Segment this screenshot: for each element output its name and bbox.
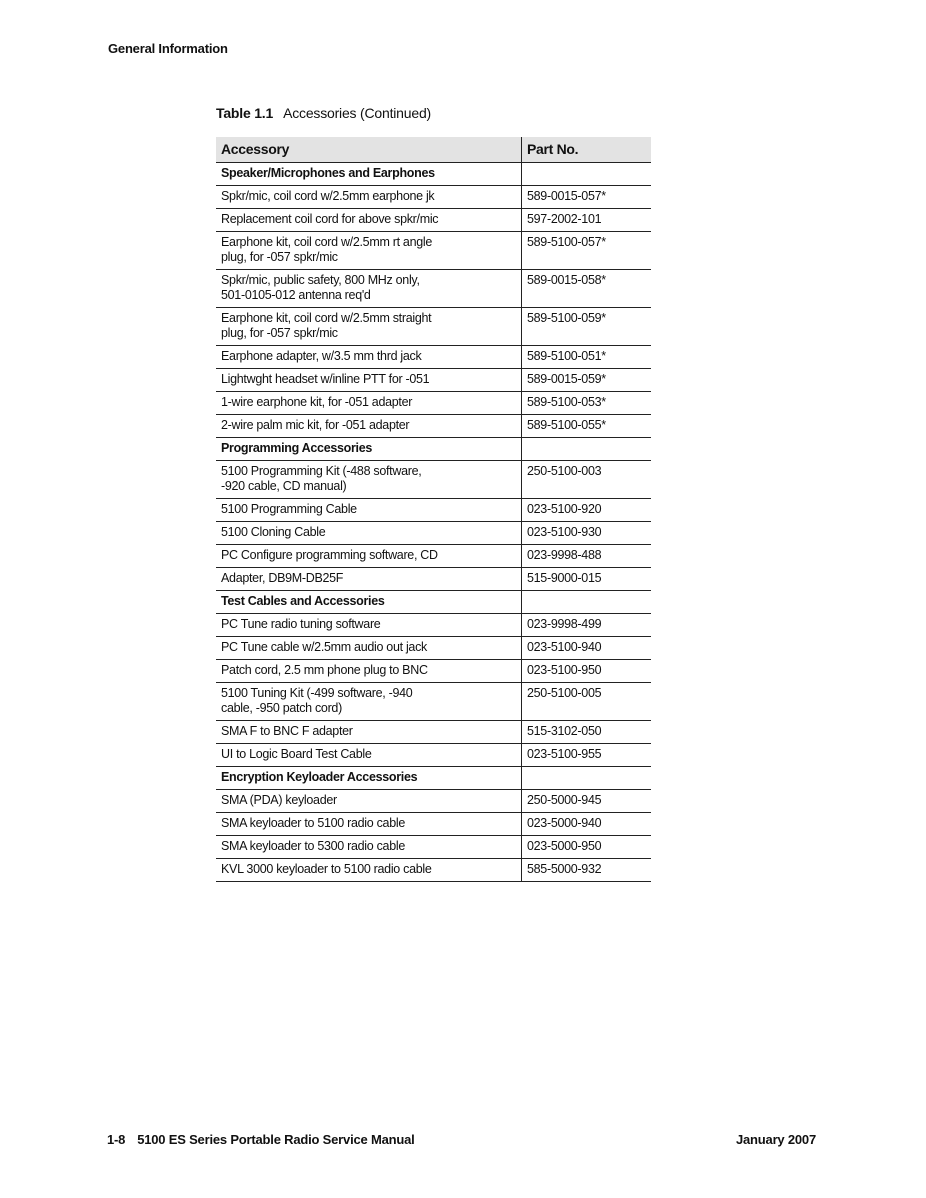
accessory-cell: UI to Logic Board Test Cable	[216, 744, 522, 767]
accessory-cell: SMA keyloader to 5100 radio cable	[216, 813, 522, 836]
accessory-cell: 5100 Programming Cable	[216, 499, 522, 522]
table-row	[216, 392, 651, 415]
accessory-cell: PC Configure programming software, CD	[216, 545, 522, 568]
column-header-part-no: Part No.	[522, 137, 652, 163]
table-row	[216, 522, 651, 545]
page-footer-left	[107, 1132, 415, 1147]
accessory-cell: Spkr/mic, coil cord w/2.5mm earphone jk	[216, 186, 522, 209]
accessory-cell: 2-wire palm mic kit, for -051 adapter	[216, 415, 522, 438]
part-number-cell: 023-5100-920	[522, 499, 652, 522]
table-row	[216, 790, 651, 813]
table-caption-number: Table 1.1	[216, 105, 274, 121]
table-caption-title: Accessories (Continued)	[283, 105, 431, 121]
page-number: 1-8	[107, 1132, 126, 1147]
category-row	[216, 591, 651, 614]
accessory-cell: 5100 Tuning Kit (-499 software, -940 cable, -950 patch cord)	[216, 683, 522, 721]
manual-title: 5100 ES Series Portable Radio Service Manual	[137, 1132, 415, 1147]
part-number-cell: 589-0015-058*	[522, 270, 652, 308]
accessory-cell: Lightwght headset w/inline PTT for -051	[216, 369, 522, 392]
part-number-cell: 023-9998-488	[522, 545, 652, 568]
category-label: Speaker/Microphones and Earphones	[216, 163, 522, 186]
accessory-cell: 1-wire earphone kit, for -051 adapter	[216, 392, 522, 415]
table-header-row	[216, 137, 651, 163]
table-row	[216, 186, 651, 209]
table-row	[216, 637, 651, 660]
table-row	[216, 545, 651, 568]
part-number-cell: 023-5100-950	[522, 660, 652, 683]
table-row	[216, 859, 651, 882]
category-label: Encryption Keyloader Accessories	[216, 767, 522, 790]
accessory-cell: 5100 Cloning Cable	[216, 522, 522, 545]
part-number-cell	[522, 438, 652, 461]
part-number-cell	[522, 591, 652, 614]
table-row	[216, 415, 651, 438]
part-number-cell: 023-9998-499	[522, 614, 652, 637]
part-number-cell: 589-5100-059*	[522, 308, 652, 346]
accessory-cell: Earphone kit, coil cord w/2.5mm rt angle plug, for -057 spkr/mic	[216, 232, 522, 270]
accessory-cell: Patch cord, 2.5 mm phone plug to BNC	[216, 660, 522, 683]
table-row	[216, 308, 651, 346]
part-number-cell: 250-5000-945	[522, 790, 652, 813]
table-row	[216, 232, 651, 270]
column-header-accessory: Accessory	[216, 137, 522, 163]
table-row	[216, 568, 651, 591]
table-row	[216, 369, 651, 392]
accessory-cell: SMA F to BNC F adapter	[216, 721, 522, 744]
accessory-cell: Earphone kit, coil cord w/2.5mm straight plug, for -057 spkr/mic	[216, 308, 522, 346]
part-number-cell: 023-5100-940	[522, 637, 652, 660]
accessory-cell: 5100 Programming Kit (-488 software, -920 cable, CD manual)	[216, 461, 522, 499]
accessory-cell: Adapter, DB9M-DB25F	[216, 568, 522, 591]
category-label: Test Cables and Accessories	[216, 591, 522, 614]
accessory-cell: PC Tune cable w/2.5mm audio out jack	[216, 637, 522, 660]
part-number-cell	[522, 767, 652, 790]
accessory-cell: Replacement coil cord for above spkr/mic	[216, 209, 522, 232]
accessory-cell: Spkr/mic, public safety, 800 MHz only, 501-0105-012 antenna req'd	[216, 270, 522, 308]
part-number-cell	[522, 163, 652, 186]
part-number-cell: 250-5100-003	[522, 461, 652, 499]
part-number-cell: 515-9000-015	[522, 568, 652, 591]
part-number-cell: 597-2002-101	[522, 209, 652, 232]
accessory-cell: SMA (PDA) keyloader	[216, 790, 522, 813]
part-number-cell: 023-5100-955	[522, 744, 652, 767]
accessory-cell: PC Tune radio tuning software	[216, 614, 522, 637]
table-row	[216, 660, 651, 683]
part-number-cell: 589-5100-051*	[522, 346, 652, 369]
part-number-cell: 589-0015-057*	[522, 186, 652, 209]
accessories-table	[216, 137, 651, 882]
part-number-cell: 585-5000-932	[522, 859, 652, 882]
part-number-cell: 589-5100-055*	[522, 415, 652, 438]
part-number-cell: 250-5100-005	[522, 683, 652, 721]
category-row	[216, 163, 651, 186]
table-row	[216, 614, 651, 637]
accessory-cell: Earphone adapter, w/3.5 mm thrd jack	[216, 346, 522, 369]
category-row	[216, 767, 651, 790]
table-row	[216, 499, 651, 522]
table-row	[216, 683, 651, 721]
part-number-cell: 589-5100-053*	[522, 392, 652, 415]
table-row	[216, 461, 651, 499]
table-row	[216, 209, 651, 232]
table-row	[216, 346, 651, 369]
part-number-cell: 515-3102-050	[522, 721, 652, 744]
category-row	[216, 438, 651, 461]
publication-date: January 2007	[736, 1132, 816, 1147]
table-body	[216, 163, 651, 882]
table-caption	[216, 105, 431, 121]
table-row	[216, 744, 651, 767]
part-number-cell: 023-5000-940	[522, 813, 652, 836]
part-number-cell: 589-0015-059*	[522, 369, 652, 392]
part-number-cell: 023-5100-930	[522, 522, 652, 545]
running-header: General Information	[108, 41, 228, 56]
part-number-cell: 023-5000-950	[522, 836, 652, 859]
table-row	[216, 270, 651, 308]
table-row	[216, 813, 651, 836]
table-row	[216, 836, 651, 859]
accessory-cell: SMA keyloader to 5300 radio cable	[216, 836, 522, 859]
part-number-cell: 589-5100-057*	[522, 232, 652, 270]
table-row	[216, 721, 651, 744]
category-label: Programming Accessories	[216, 438, 522, 461]
accessory-cell: KVL 3000 keyloader to 5100 radio cable	[216, 859, 522, 882]
